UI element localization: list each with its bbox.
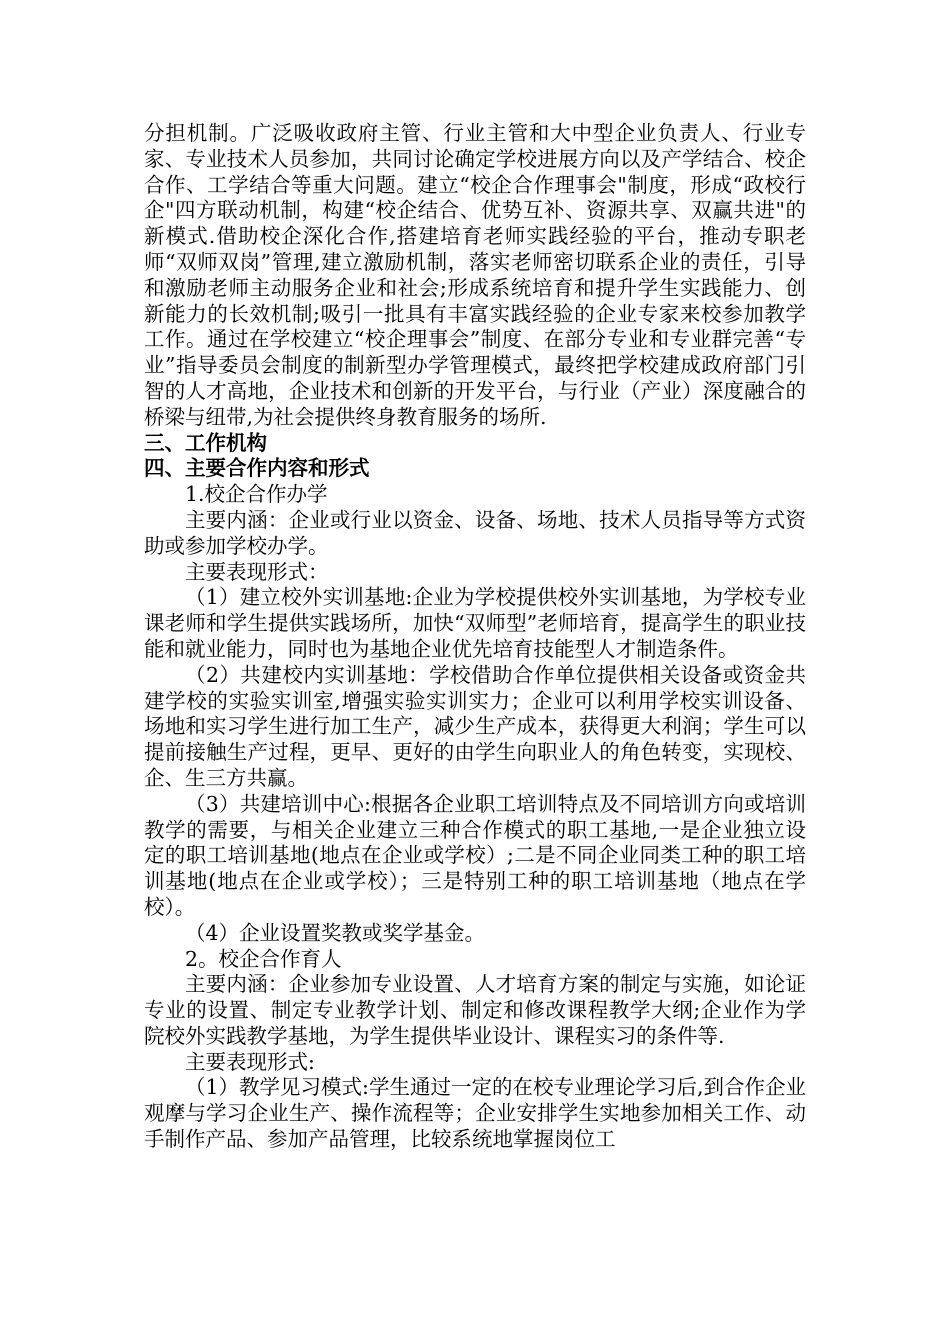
subsection-title: 1.校企合作办学	[185, 482, 328, 507]
list-item: （1）教学见习模式:学生通过一定的在校专业理论学习后,到合作企业观摩与学习企业生产、操作流程等；企业安排学生实地参加相关工作、动手制作产品、参加产品管理，比较系统地掌握岗位工	[144, 1075, 806, 1152]
list-item: （2）共建校内实训基地：学校借助合作单位提供相关设备或资金共建学校的实验实训室,增强实验实训实力；企业可以利用学校实训设备、场地和实习学生进行加工生产，减少生产成本，获得更大利润；学生可以提前接触生产过程，更早、更好的由学生向职业人的角色转变，实现校、企、生三方共赢。	[144, 662, 806, 790]
document-page	[144, 121, 806, 1153]
body-paragraph: 主要表现形式：	[185, 559, 329, 584]
list-item: （4）企业设置奖教或奖学基金。	[185, 920, 486, 945]
body-paragraph: 主要表现形式:	[185, 1049, 315, 1074]
body-paragraph: 主要内涵：企业参加专业设置、人才培育方案的制定与实施，如论证专业的设置、制定专业教学计划、制定和修改课程教学大纲;企业作为学院校外实践教学基地，为学生提供毕业设计、课程实习的条件等.	[144, 972, 806, 1048]
body-paragraph: 分担机制。广泛吸收政府主管、行业主管和大中型企业负责人、行业专家、专业技术人员参加，共同讨论确定学校进展方向以及产学结合、校企合作、工学结合等重大问题。建立“校企合作理事会"制度，形成“政校行企"四方联动机制，构建“校企结合、优势互补、资源共享、双赢共进"的新模式.借助校企深化合作,搭建培育老师实践经验的平台，推动专职老师“双师双岗”管理,建立激励机制，落实老师密切联系企业的责任，引导和激励老师主动服务企业和社会;形成系统培育和提升学生实践能力、创新能力的长效机制;吸引一批具有丰富实践经验的企业专家来校参加教学工作。通过在学校建立“校企理事会”制度、在部分专业和专业群完善“专业”指导委员会制度的制新型办学管理模式，最终把学校建成政府部门引智的人才高地，企业技术和创新的开发平台，与行业（产业）深度融合的桥梁与纽带,为社会提供终身教育服务的场所.	[144, 121, 806, 429]
body-paragraph: 主要内涵：企业或行业以资金、设备、场地、技术人员指导等方式资助或参加学校办学。	[144, 507, 806, 558]
section-heading: 三、工作机构	[144, 430, 267, 455]
list-item: （1）建立校外实训基地:企业为学校提供校外实训基地，为学校专业课老师和学生提供实践场所，加快“双师型”老师培育，提高学生的职业技能和就业能力，同时也为基地企业优先培育技能型人才制造条件。	[144, 585, 806, 661]
section-heading: 四、主要合作内容和形式	[144, 456, 370, 481]
subsection-title: 2。校企合作育人	[185, 946, 342, 971]
list-item: （3）共建培训中心:根据各企业职工培训特点及不同培训方向或培训教学的需要，与相关企业建立三种合作模式的职工基地,一是企业独立设定的职工培训基地(地点在企业或学校）;二是不同企业同类工种的职工培训基地(地点在企业或学校）；三是特别工种的职工培训基地（地点在学校）。	[144, 791, 806, 919]
